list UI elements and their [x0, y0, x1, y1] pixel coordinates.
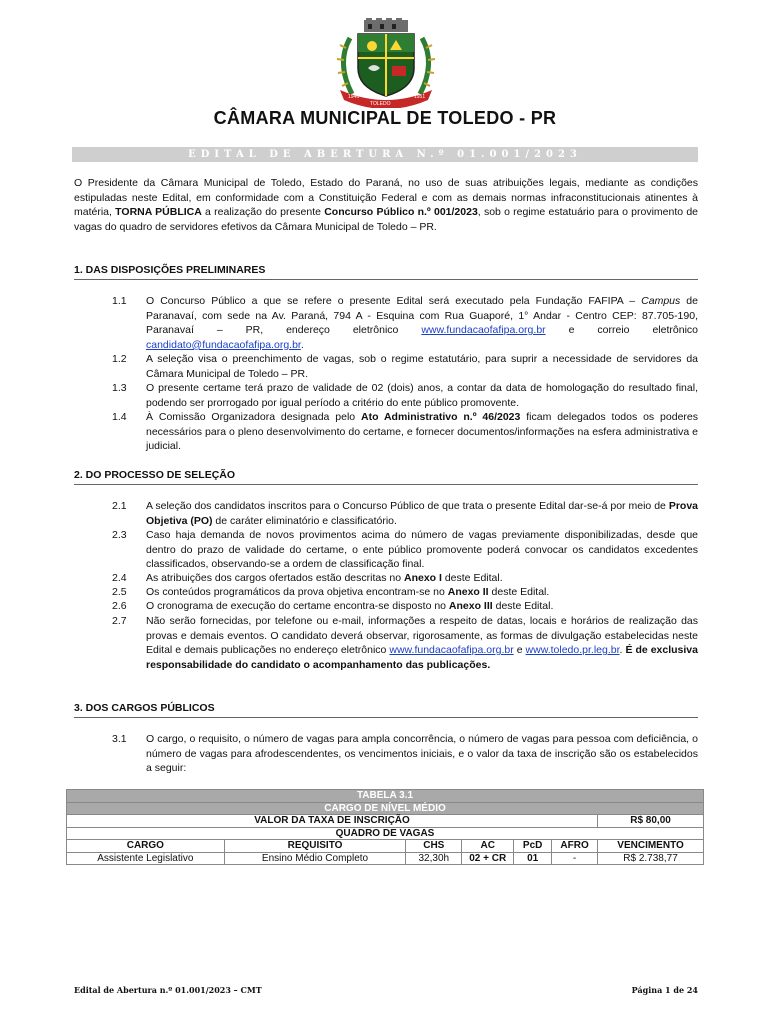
- section-1-heading: 1. DAS DISPOSIÇÕES PRELIMINARES: [74, 264, 698, 280]
- item-number: 2.1: [112, 500, 127, 512]
- table-cell: -: [552, 852, 598, 865]
- candidate-email-link[interactable]: candidato@fundacaofafipa.org.br: [146, 338, 301, 351]
- edital-number-bar: EDITAL DE ABERTURA N.º 01.001/2023: [72, 147, 698, 162]
- column-header: CHS: [406, 840, 462, 853]
- item-1-1-italic: Campus: [641, 295, 681, 307]
- item-2-1-text-b: de caráter eliminatório e classificatório.: [212, 514, 397, 527]
- item-text: [146, 294, 698, 352]
- section-3-heading: 3. DOS CARGOS PÚBLICOS: [74, 702, 698, 718]
- item-2-7-bold: É de exclusiva responsabilidade do candidato o acompanhamento das publicações.: [146, 644, 698, 671]
- item-number: 2.6: [112, 600, 127, 612]
- table-cell: 02 + CR: [462, 852, 514, 865]
- fee-value: R$ 80,00: [598, 815, 704, 828]
- item-2-1-text-a: A seleção dos candidatos inscritos para o Concurso Público de que trata o presente Edital dar-se-á por meio de: [146, 500, 669, 512]
- item-2-1-bold: Prova Objetiva (PO): [146, 500, 698, 527]
- intro-text-3: , sob o regime estatuário para o provimento de vagas do quadro de servidores efetivos da Câmara Municipal de Toledo – PR.: [74, 206, 698, 233]
- table-cell: Assistente Legislativo: [67, 852, 225, 865]
- item-2-4-text-b: deste Edital.: [441, 572, 503, 584]
- item-text: A seleção visa o preenchimento de vagas, sob o regime estatutário, para suprir a necessidade de servidores da Câmara Municipal de Toledo – PR.: [146, 353, 698, 380]
- item-1-4-bold: Ato Administrativo n.º 46/2023: [361, 411, 521, 423]
- column-header: PcD: [514, 840, 552, 853]
- table-subtitle-row: [67, 802, 704, 815]
- intro-text-1: O Presidente da Câmara Municipal de Toledo, Estado do Paraná, no uso de suas atribuições legais, mediante as condições estipuladas neste Edital, em conformidade com a Constituição Federal e com as demais normas infraconstitucionais atinentes à matéria,: [74, 177, 698, 219]
- table-header-row: [67, 840, 704, 853]
- item-text: [146, 599, 698, 614]
- coat-of-arms-logo: [330, 18, 442, 108]
- column-header: AC: [462, 840, 514, 853]
- table-row: [67, 852, 704, 865]
- item-text: [146, 614, 698, 672]
- footer-edital-reference: Edital de Abertura n.º 01.001/2023 – CMT: [74, 985, 262, 995]
- item-text: [146, 499, 698, 528]
- page-title: CÂMARA MUNICIPAL DE TOLEDO - PR: [213, 108, 557, 128]
- vacancy-table: [66, 789, 704, 865]
- crest-year-right: 1951: [414, 94, 426, 100]
- column-header: CARGO: [67, 840, 225, 853]
- footer-page-number: Página 1 de 24: [631, 985, 698, 995]
- column-header: VENCIMENTO: [598, 840, 704, 853]
- table-title: TABELA 3.1: [67, 790, 704, 803]
- fafipa-website-link[interactable]: www.fundacaofafipa.org.br: [421, 324, 546, 337]
- intro-bold-2: Concurso Público n.º 001/2023: [324, 206, 478, 219]
- item-text: O presente certame terá prazo de validade de 02 (dois) anos, a contar da data de homologação do resultado final, podendo ser prorrogado por igual período a critério do ente público promovente.: [146, 382, 698, 409]
- table-cell: 01: [514, 852, 552, 865]
- section-2-heading: 2. DO PROCESSO DE SELEÇÃO: [74, 469, 698, 485]
- table-cell: Ensino Médio Completo: [224, 852, 406, 865]
- item-2-5-bold: Anexo II: [447, 586, 489, 598]
- item-text: [146, 571, 698, 586]
- item-text: Caso haja demanda de novos provimentos acima do número de vagas previamente disponibilizadas, desde que dentro do prazo de validade do certame, o ente público promovente poderá convocar os candidatos excedentes classificados, observando-se a ordem de classificação final.: [146, 529, 698, 571]
- item-1-4-text-a: À Comissão Organizadora designada pelo: [146, 411, 361, 423]
- table-fee-row: [67, 815, 704, 828]
- table-cell: 32,30h: [406, 852, 462, 865]
- item-text: O cargo, o requisito, o número de vagas para ampla concorrência, o número de vagas para pessoa com deficiência, o número de vagas para afrodescendentes, os vencimentos iniciais, e o valor da taxa de inscrição são os estabelecidos a seguir:: [146, 733, 698, 775]
- item-number: 1.4: [112, 411, 127, 423]
- item-2-4-text-a: As atribuições dos cargos ofertados estão descritas no: [146, 572, 404, 584]
- crest-ribbon-text: TOLEDO: [370, 101, 391, 107]
- intro-text-2: a realização do presente: [201, 206, 325, 219]
- item-1-1-text-b: de Paranavaí, com sede na Av. Paraná, 794 A - Esquina com Rua Guaporé, 1° Andar - Centro CEP: 87.705-190, Paranavaí – PR, endereço eletrônico: [146, 295, 698, 337]
- item-2-5-text-b: deste Edital.: [488, 586, 550, 598]
- table-cell: R$ 2.738,77: [598, 852, 704, 865]
- item-2-7-text-b: e: [513, 644, 526, 657]
- item-number: 2.7: [112, 615, 127, 627]
- item-text: [146, 410, 698, 454]
- vagas-label: QUADRO DE VAGAS: [67, 827, 704, 840]
- item-2-6-bold: Anexo III: [448, 600, 493, 612]
- item-1-1-text-c: e correio eletrônico: [545, 324, 698, 337]
- item-number: 1.2: [112, 353, 127, 365]
- item-number: 2.4: [112, 572, 127, 584]
- item-number: 3.1: [112, 733, 127, 745]
- item-1-1-text-d: .: [300, 338, 304, 351]
- item-number: 2.5: [112, 586, 127, 598]
- item-number: 1.3: [112, 382, 127, 394]
- item-number: 2.3: [112, 529, 127, 541]
- column-header: AFRO: [552, 840, 598, 853]
- item-text: [146, 585, 698, 600]
- item-1-1-text-a: O Concurso Público a que se refere o presente Edital será executado pela Fundação FAFIPA –: [146, 295, 642, 307]
- item-2-6-text-b: deste Edital.: [492, 600, 554, 612]
- table-title-row: [67, 790, 704, 803]
- crest-year-left: 1946: [348, 94, 360, 100]
- toledo-website-link[interactable]: www.toledo.pr.leg.br: [525, 644, 620, 657]
- fee-label: VALOR DA TAXA DE INSCRIÇÃO: [67, 815, 598, 828]
- item-2-6-text-a: O cronograma de execução do certame encontra-se disposto no: [146, 600, 449, 612]
- item-number: 1.1: [112, 295, 127, 307]
- table-subtitle: CARGO DE NÍVEL MÉDIO: [67, 802, 704, 815]
- item-2-4-bold: Anexo I: [403, 572, 442, 584]
- column-header: REQUISITO: [224, 840, 406, 853]
- intro-bold-1: TORNA PÚBLICA: [115, 206, 202, 219]
- item-2-7-text-a: Não serão fornecidas, por telefone ou e-mail, informações a respeito de datas, locais e horários de realização das provas e demais eventos. O candidato deverá observar, rigorosamente, as formas de divulgação estabelecidas neste Edital e demais publicações no endereço eletrônico: [146, 615, 698, 657]
- table-vagas-row: [67, 827, 704, 840]
- item-2-5-text-a: Os conteúdos programáticos da prova objetiva encontram-se no: [146, 586, 448, 598]
- item-1-4-text-b: ficam delegados todos os poderes necessários para o pleno desenvolvimento do certame, e fornecer documentos/informações na esfera administrativa e judicial.: [146, 411, 698, 453]
- intro-paragraph: [74, 176, 698, 234]
- fafipa-website-link[interactable]: www.fundacaofafipa.org.br: [389, 644, 514, 657]
- item-2-7-text-c: .: [619, 644, 626, 657]
